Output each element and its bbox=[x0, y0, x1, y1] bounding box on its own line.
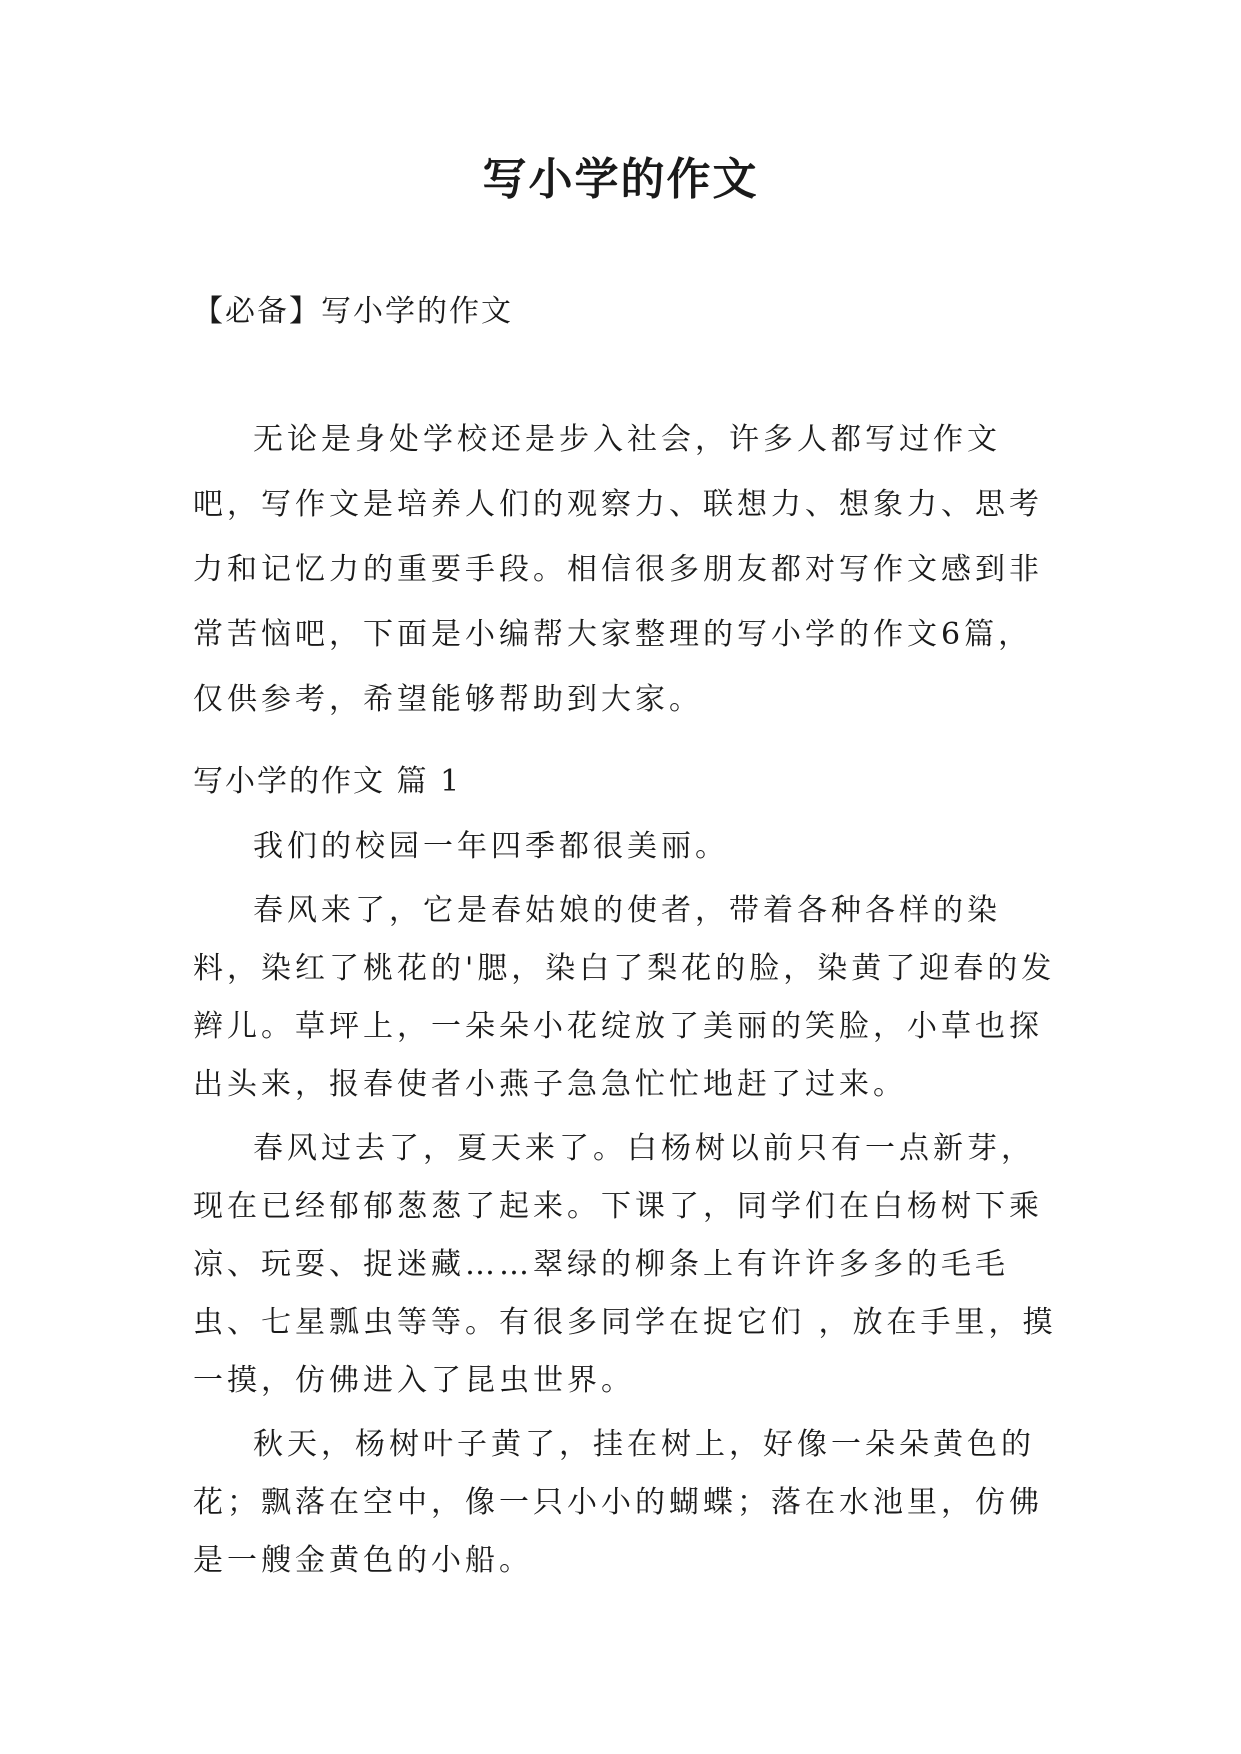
essay-paragraph-1: 我们的校园一年四季都很美丽。 bbox=[253, 829, 729, 864]
essay-body bbox=[193, 818, 1058, 1596]
document-subtitle: 【必备】写小学的作文 bbox=[193, 294, 513, 329]
essay-paragraph-2: 春风来了，它是春姑娘的使者，带着各种各样的染料，染红了桃花的'腮，染白了梨花的脸，染黄了迎春的发辫儿。草坪上，一朵朵小花绽放了美丽的笑脸，小草也探出头来，报春使者小燕子急急忙忙地赶了过来。 bbox=[193, 893, 1056, 1102]
essay-paragraph-4: 秋天，杨树叶子黄了，挂在树上，好像一朵朵黄色的花；飘落在空中，像一只小小的蝴蝶；落在水池里，仿佛是一艘金黄色的小船。 bbox=[193, 1427, 1043, 1578]
essay-paragraph-3: 春风过去了，夏天来了。白杨树以前只有一点新芽，现在已经郁郁葱葱了起来。下课了，同学们在白杨树下乘凉、玩耍、捉迷藏……翠绿的柳条上有许许多多的毛毛虫、七星瓢虫等等。有很多同学在捉它们 ，放在手里，摸一摸，仿佛进入了昆虫世界。 bbox=[193, 1131, 1057, 1398]
page-title: 写小学的作文 bbox=[482, 154, 759, 205]
section-heading: 写小学的作文 篇 1 bbox=[193, 764, 462, 799]
intro-paragraph: 无论是身处学校还是步入社会，许多人都写过作文吧，写作文是培养人们的观察力、联想力、想象力、思考力和记忆力的重要手段。相信很多朋友都对写作文感到非常苦恼吧，下面是小编帮大家整理的写小学的作文6篇，仅供参考，希望能够帮助到大家。 bbox=[193, 422, 1043, 717]
